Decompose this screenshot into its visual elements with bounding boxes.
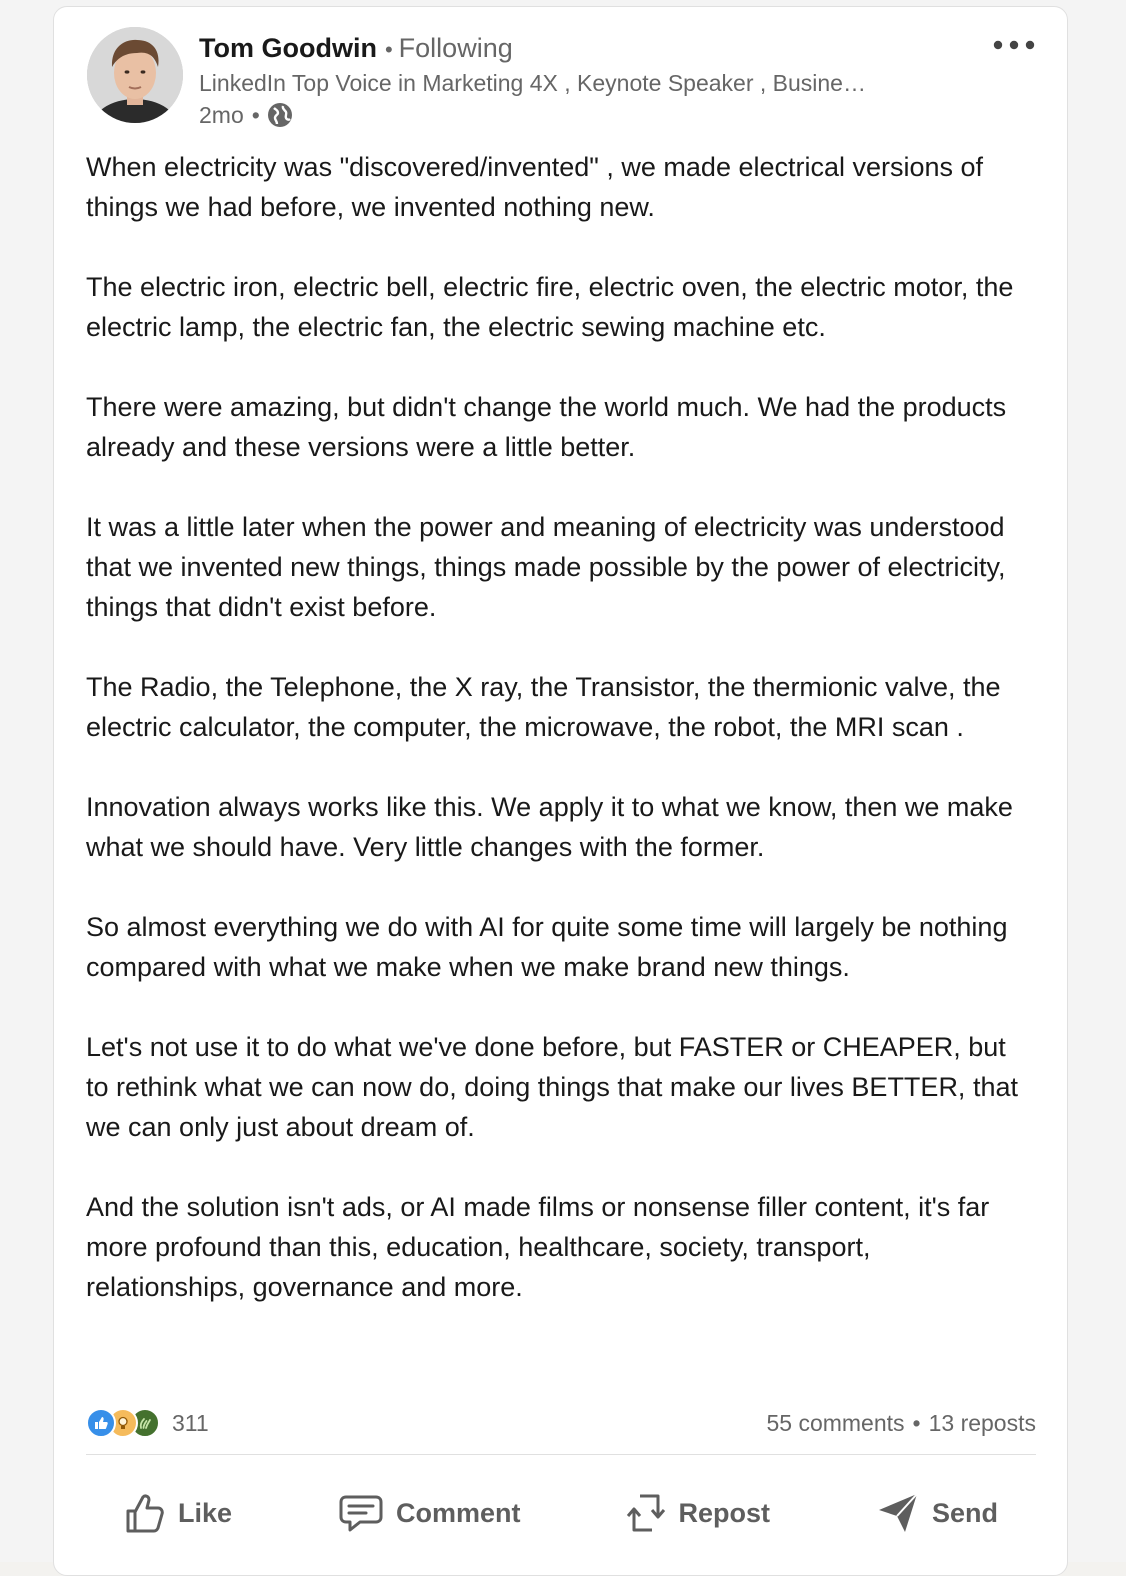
author-headline: LinkedIn Top Voice in Marketing 4X , Keynote Speaker , Busine… xyxy=(199,70,866,96)
engagement-counts xyxy=(766,1410,1036,1437)
post-paragraph: There were amazing, but didn't change the world much. We had the products already and these versions were a little better. xyxy=(86,392,1007,462)
separator-dot: • xyxy=(912,1409,921,1436)
reaction-count: 311 xyxy=(172,1409,209,1436)
post-timestamp: 2mo xyxy=(199,102,244,128)
post-paragraph: And the solution isn't ads, or AI made films or nonsense filler content, it's far more profound than this, education, healthcare, society, transport, relationships, governance and more. xyxy=(86,1192,990,1302)
divider xyxy=(86,1454,1036,1455)
comment-label: Comment xyxy=(396,1497,521,1528)
following-status[interactable]: Following xyxy=(398,33,513,63)
post-paragraph: The Radio, the Telephone, the X ray, the Transistor, the thermionic valve, the electric calculator, the computer, the microwave, the robot, the MRI scan . xyxy=(86,672,1001,742)
send-label: Send xyxy=(931,1497,998,1528)
author-name[interactable]: Tom Goodwin xyxy=(199,33,377,63)
post-paragraph: Let's not use it to do what we've done before, but FASTER or CHEAPER, but to rethink what we can now do, doing things that make our lives BETTER, that we can only just about dream of. xyxy=(86,1032,1018,1142)
repost-button[interactable] xyxy=(588,1481,808,1545)
thumbs-up-icon xyxy=(124,1491,166,1535)
post-card xyxy=(53,6,1068,1576)
author-avatar[interactable] xyxy=(87,27,183,123)
reposts-count-link[interactable]: 13 reposts xyxy=(928,1409,1036,1436)
send-button[interactable] xyxy=(838,1481,1036,1545)
ellipsis-icon xyxy=(993,40,1035,50)
comment-button[interactable] xyxy=(300,1481,559,1545)
separator-dot: • xyxy=(384,37,393,62)
send-icon xyxy=(876,1491,920,1535)
reaction-icons xyxy=(86,1408,152,1438)
post-meta xyxy=(199,99,959,131)
post-body xyxy=(86,147,1031,1307)
post-paragraph: Innovation always works like this. We apply it to what we know, then we make what we should have. Very little changes with the former. xyxy=(86,792,1013,862)
repost-icon xyxy=(626,1490,666,1536)
like-button[interactable] xyxy=(86,1481,270,1545)
reactions-summary[interactable] xyxy=(86,1408,209,1438)
comment-icon xyxy=(338,1493,384,1533)
post-paragraph: So almost everything we do with AI for quite some time will largely be nothing compared with what we make when we make brand new things. xyxy=(86,912,1008,982)
comments-count-link[interactable]: 55 comments xyxy=(766,1409,905,1436)
post-paragraph: It was a little later when the power and meaning of electricity was understood that we invented new things, things made possible by the power of electricity, things that didn't exist before. xyxy=(86,512,1006,622)
globe-icon xyxy=(266,101,294,129)
social-counts xyxy=(86,1403,1036,1443)
post-paragraph: When electricity was "discovered/invented" , we made electrical versions of things we had before, we invented nothing new. xyxy=(86,152,984,222)
post-actions xyxy=(86,1473,1036,1553)
separator-dot: • xyxy=(251,102,260,128)
more-options-button[interactable] xyxy=(986,29,1042,61)
like-label: Like xyxy=(178,1497,233,1528)
repost-label: Repost xyxy=(678,1497,770,1528)
like-icon xyxy=(86,1408,116,1438)
post-paragraph: The electric iron, electric bell, electric fire, electric oven, the electric motor, the electric lamp, the electric fan, the electric sewing machine etc. xyxy=(86,272,1014,342)
author-name-line xyxy=(199,29,959,69)
post-header xyxy=(199,29,959,131)
